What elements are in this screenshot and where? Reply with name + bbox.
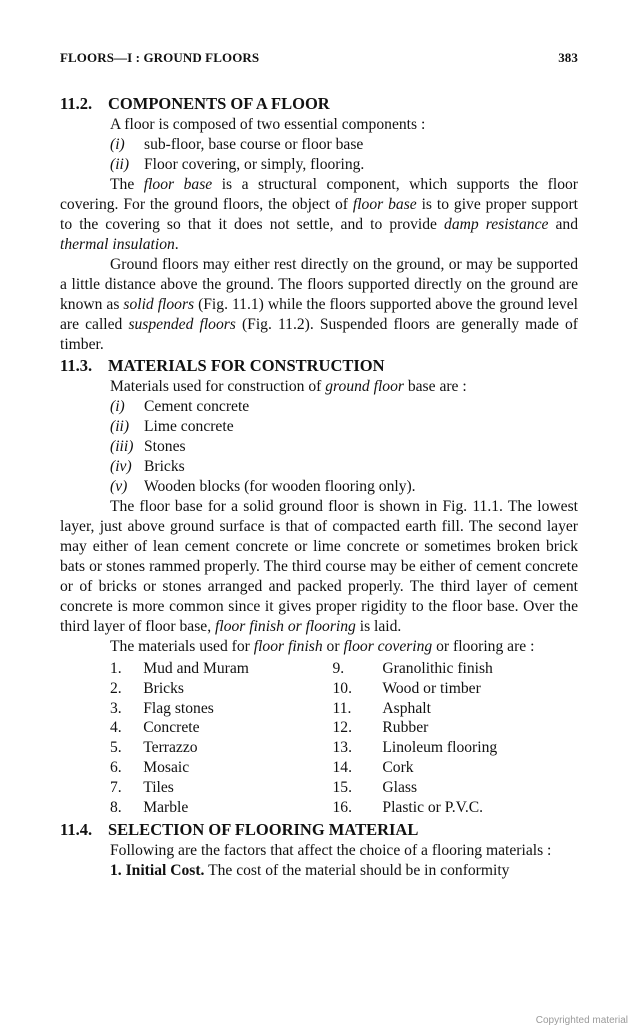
page-body bbox=[60, 93, 578, 881]
section-title: MATERIALS FOR CONSTRUCTION bbox=[108, 356, 385, 375]
component-list bbox=[60, 135, 578, 175]
section-heading-11-2 bbox=[60, 93, 578, 115]
list-item: (iv) Bricks bbox=[110, 458, 185, 475]
flooring-materials-table bbox=[110, 659, 578, 817]
paragraph: Following are the factors that affect the choice of a flooring materials : bbox=[110, 842, 552, 860]
table-row: 5. Terrazzo 13. Linoleum flooring bbox=[110, 739, 498, 757]
section-title: COMPONENTS OF A FLOOR bbox=[108, 94, 330, 113]
table-row: 8. Marble 16. Plastic or P.V.C. bbox=[110, 798, 484, 816]
section-number: 11.4. bbox=[60, 820, 93, 840]
copyright-watermark: Copyrighted material bbox=[535, 1015, 628, 1026]
running-header bbox=[60, 50, 578, 66]
paragraph: The floor base for a solid ground floor is shown in Fig. 11.1. The lowest layer, just above ground surface is that of compacted earth fill. The second layer may either of lean cement concrete or lime concrete or sometimes broken brick bats or stones rammed properly. The third course may be either of cement concrete or of bricks or stones arranged and packed properly. The third layer of cement concrete is more common since it gives proper rigidity to the floor base. Over the third layer of floor base, floor finish or flooring is laid. bbox=[60, 498, 578, 635]
paragraph: The materials used for floor finish or floor covering or flooring are : bbox=[110, 638, 535, 655]
paragraph: Materials used for construction of ground floor base are : bbox=[110, 378, 467, 395]
list-item: (ii) Floor covering, or simply, flooring. bbox=[110, 156, 365, 173]
factor-paragraph: 1. Initial Cost. The cost of the material should be in conformity bbox=[110, 862, 510, 880]
factor-label: 1. Initial Cost. bbox=[110, 862, 205, 880]
section-title: SELECTION OF FLOORING MATERIAL bbox=[108, 820, 419, 840]
list-item: (v) Wooden blocks (for wooden flooring only). bbox=[110, 478, 416, 495]
list-item: (ii) Lime concrete bbox=[110, 418, 234, 435]
table-row: 3. Flag stones 11. Asphalt bbox=[110, 699, 431, 717]
table-row: 1. Mud and Muram 9. Granolithic finish bbox=[110, 660, 493, 677]
paragraph: Ground floors may either rest directly on the ground, or may be supported a little distance above the ground. The floors supported directly on the ground are known as solid floors (Fig. 11.1) while the floors supported above the ground level are called suspended floors (Fig. 11.2). Suspended floors are generally made of timber. bbox=[60, 256, 579, 353]
list-item: (i) sub-floor, base course or floor base bbox=[110, 136, 364, 153]
list-item: (i) Cement concrete bbox=[110, 398, 250, 415]
section-heading-11-4 bbox=[60, 819, 578, 841]
section-number: 11.2. bbox=[60, 94, 93, 113]
table-row: 7. Tiles 15. Glass bbox=[110, 778, 418, 796]
section-heading-11-3 bbox=[60, 355, 578, 377]
paragraph: The floor base is a structural component, which supports the floor covering. For the ground floors, the object of floor base is to give proper support to the covering so that it does not settle, and to provide damp resistance and thermal insulation. bbox=[60, 176, 579, 253]
table-row: 4. Concrete 12. Rubber bbox=[110, 719, 429, 737]
base-material-list bbox=[60, 397, 578, 497]
page-number: 383 bbox=[558, 50, 578, 65]
table-row: 6. Mosaic 14. Cork bbox=[110, 758, 414, 776]
running-title: FLOORS—I : GROUND FLOORS bbox=[60, 50, 260, 65]
paragraph: A floor is composed of two essential components : bbox=[110, 116, 426, 133]
section-number: 11.3. bbox=[60, 356, 93, 375]
table-row: 2. Bricks 10. Wood or timber bbox=[110, 679, 481, 697]
list-item: (iii) Stones bbox=[110, 438, 186, 455]
